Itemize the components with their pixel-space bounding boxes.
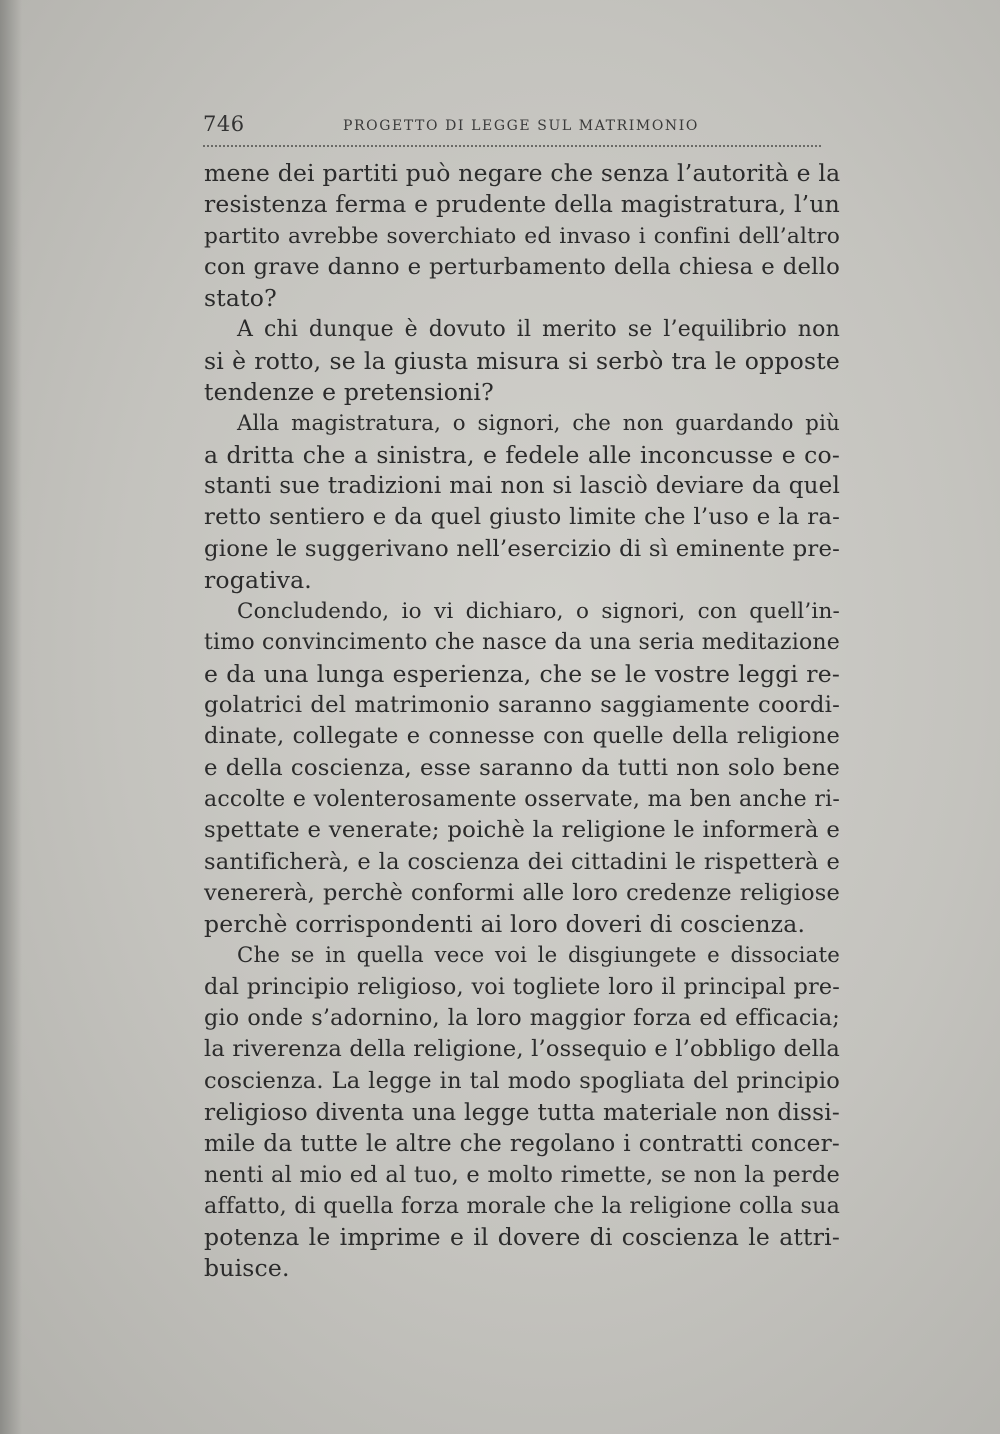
text-line: partito avrebbe soverchiato ed invaso i confini dell’altro — [204, 223, 840, 249]
text-line: dal principio religioso, voi togliete loro il principal pre- — [204, 973, 840, 1000]
text-line: perchè corrispondenti ai loro doveri di coscienza. — [204, 910, 806, 939]
text-line: Concludendo, io vi dichiaro, o signori, con quell’in- — [237, 599, 840, 625]
page-header — [203, 112, 825, 146]
text-line: venererà, perchè conformi alle loro credenze religiose — [204, 879, 840, 906]
text-line: gione le suggerivano nell’esercizio di sì eminente pre- — [204, 535, 840, 562]
text-line: stanti sue tradizioni mai non si lasciò deviare da quel — [204, 472, 840, 499]
text-line: nenti al mio ed al tuo, e molto rimette, se non la perde — [204, 1161, 840, 1188]
text-line: coscienza. La legge in tal modo spogliata del principio — [204, 1067, 840, 1094]
text-line: resistenza ferma e prudente della magistratura, l’un — [204, 190, 840, 219]
body-text — [204, 158, 840, 1285]
text-line: con grave danno e perturbamento della chiesa e dello — [204, 253, 840, 280]
text-line: affatto, di quella forza morale che la religione colla sua — [204, 1192, 841, 1219]
text-line: potenza le imprime e il dovere di coscienza le attri- — [204, 1223, 840, 1252]
text-line: la riverenza della religione, l’ossequio e l’obbligo della — [204, 1036, 840, 1063]
text-line: golatrici del matrimonio saranno saggiamente coordi- — [204, 692, 840, 719]
running-title: PROGETTO DI LEGGE SUL MATRIMONIO — [343, 118, 699, 134]
text-line: santificherà, e la coscienza dei cittadini le rispetterà e — [204, 848, 840, 875]
text-line: retto sentiero e da quel giusto limite che l’uso e la ra- — [204, 504, 840, 531]
text-line: religioso diventa una legge tutta materiale non dissi- — [204, 1098, 840, 1126]
text-line: e da una lunga esperienza, che se le vostre leggi re- — [204, 659, 840, 688]
text-line: e della coscienza, esse saranno da tutti non solo bene — [204, 754, 840, 781]
text-line: mile da tutte le altre che regolano i contratti concer- — [204, 1130, 840, 1158]
text-line: Che se in quella vece voi le disgiungete e dissociate — [237, 943, 840, 969]
text-line: tendenze e pretensioni? — [204, 378, 494, 407]
page-number: 746 — [203, 112, 245, 136]
text-line: a dritta che a sinistra, e fedele alle inconcusse e co- — [204, 440, 840, 469]
text-line: spettate e venerate; poichè la religione le informerà e — [204, 817, 840, 844]
text-line: mene dei partiti può negare che senza l’autorità e la — [204, 159, 841, 187]
header-dotted-rule — [203, 145, 821, 147]
text-line: buisce. — [204, 1254, 290, 1283]
text-line: dinate, collegate e connesse con quelle della religione — [204, 723, 840, 750]
text-line: Alla magistratura, o signori, che non guardando più — [237, 411, 840, 437]
page-left-edge-shadow — [0, 0, 22, 1434]
text-line: rogativa. — [204, 565, 312, 594]
text-line: accolte e volenterosamente osservate, ma ben anche ri- — [204, 786, 840, 812]
text-line: gio onde s’adornino, la loro maggior forza ed efficacia; — [204, 1005, 840, 1032]
text-line: timo convincimento che nasce da una seria meditazione — [204, 630, 840, 656]
text-line: si è rotto, se la giusta misura si serbò tra le opposte — [204, 346, 840, 375]
text-line: stato? — [204, 284, 277, 313]
text-line: A chi dunque è dovuto il merito se l’equilibrio non — [237, 317, 840, 343]
